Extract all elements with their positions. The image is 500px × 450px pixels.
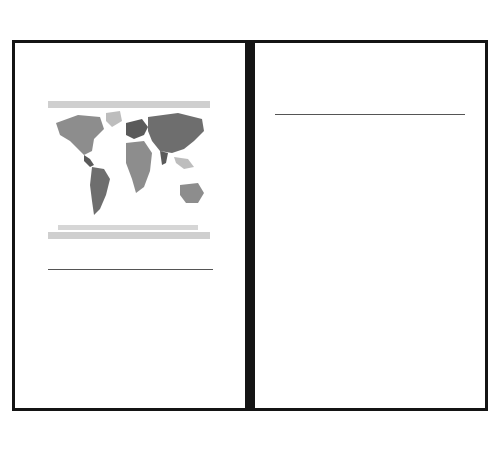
antarctica-shape bbox=[58, 225, 198, 230]
australia-shape bbox=[180, 183, 204, 203]
map-top-zone-strip bbox=[48, 101, 210, 108]
africa-shape bbox=[126, 141, 152, 193]
asia-shape bbox=[148, 113, 204, 153]
time-zone-map bbox=[48, 101, 210, 239]
north-america-shape bbox=[56, 115, 104, 155]
left-header-rule bbox=[48, 269, 213, 270]
central-america-shape bbox=[84, 155, 94, 167]
right-header-rule bbox=[275, 114, 465, 115]
map-bottom-zone-strip bbox=[48, 232, 210, 239]
left-table-header bbox=[48, 256, 213, 268]
right-page bbox=[255, 43, 485, 408]
right-table-header bbox=[275, 101, 465, 113]
greenland-shape bbox=[106, 111, 122, 127]
southeast-asia-shape bbox=[174, 157, 194, 169]
south-america-shape bbox=[90, 167, 110, 215]
left-page bbox=[15, 43, 245, 408]
europe-shape bbox=[126, 119, 148, 139]
continents bbox=[56, 111, 204, 230]
planner-spread bbox=[12, 40, 488, 411]
india-shape bbox=[160, 151, 168, 165]
